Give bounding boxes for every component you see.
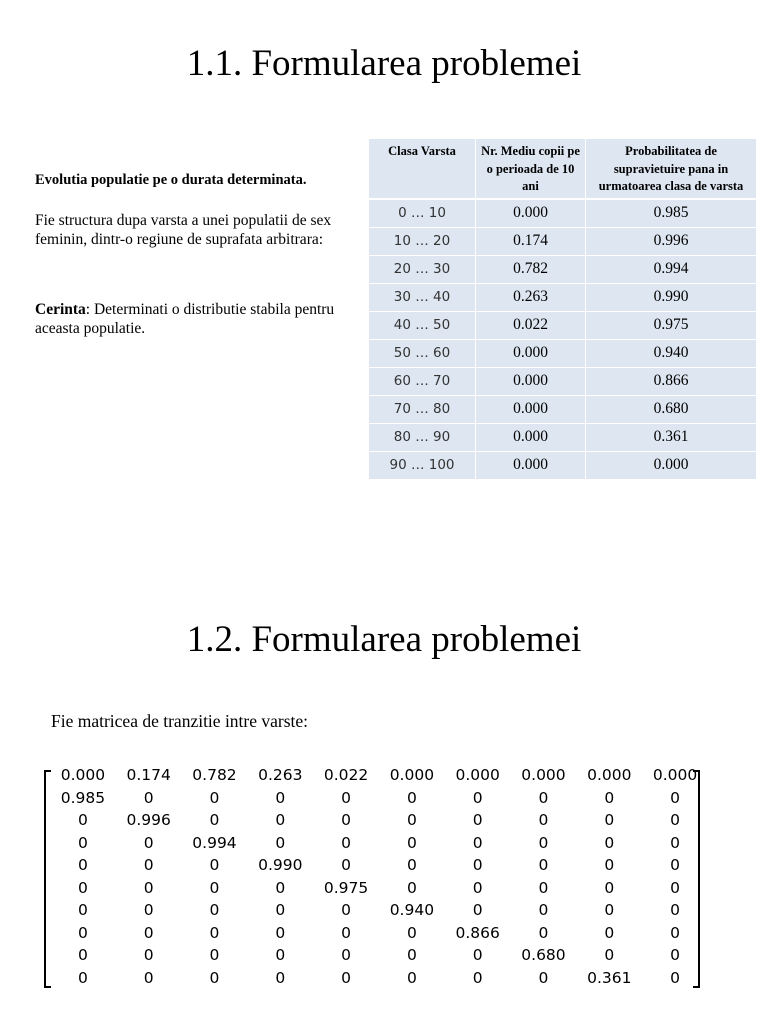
matrix-cell: 0.361 <box>587 968 632 987</box>
matrix-cell: 0 <box>604 946 615 964</box>
table-row <box>369 395 756 423</box>
matrix-cell: 0 <box>472 946 483 964</box>
matrix-cell: 0 <box>406 878 417 897</box>
matrix-cell: 0 <box>341 923 352 942</box>
matrix-cell: 0.000 <box>455 766 500 784</box>
matrix-cell: 0 <box>143 923 154 942</box>
matrix-cell: 0 <box>472 901 483 919</box>
matrix-cell: 0 <box>209 811 220 829</box>
matrix-cell: 0.940 <box>389 901 435 919</box>
matrix-cell: 0 <box>604 811 615 829</box>
survival-probability-cell: 0.000 <box>653 456 689 473</box>
section-1-title: 1.1. Formularea problemei <box>186 43 582 84</box>
matrix-cell: 0 <box>670 856 680 874</box>
matrix-cell: 0 <box>604 856 615 874</box>
matrix-cell: 0.680 <box>521 946 566 964</box>
survival-probability-cell: 0.994 <box>586 255 757 283</box>
matrix-cell: 0 <box>538 833 549 852</box>
matrix-cell: 0 <box>670 946 680 964</box>
age-class-cell: 50 … 60 <box>369 339 476 367</box>
matrix-cell: 0 <box>472 788 483 807</box>
matrix-cell: 0 <box>77 946 88 964</box>
matrix-cell: 0.174 <box>126 766 171 784</box>
matrix-cell: 0 <box>143 901 154 919</box>
matrix-cell: 0 <box>209 968 220 987</box>
matrix-cell: 0 <box>604 878 615 897</box>
table-body <box>369 199 756 479</box>
matrix-cell: 0 <box>406 788 417 807</box>
survival-probability-cell: 0.990 <box>586 283 757 311</box>
matrix-cell: 0.263 <box>258 766 303 784</box>
matrix-cell: 0 <box>670 833 680 852</box>
survival-probability-cell: 0.996 <box>586 227 757 255</box>
matrix-cell: 0.996 <box>126 811 171 829</box>
table-row <box>369 255 756 283</box>
matrix-cell: 0 <box>670 968 680 987</box>
age-class-cell: 80 … 90 <box>369 423 476 451</box>
table-row <box>369 283 756 311</box>
requirement-label: Cerinta <box>35 301 86 318</box>
matrix-cell: 0 <box>77 968 88 987</box>
age-class-cell: 90 … 100 <box>369 451 476 479</box>
age-class-cell: 70 … 80 <box>369 395 476 423</box>
matrix-label: Fie matricea de tranzitie intre varste: <box>51 711 309 731</box>
table-row <box>369 199 756 228</box>
avg-children-cell: 0.022 <box>476 311 586 339</box>
matrix-cell: 0 <box>341 946 352 964</box>
matrix-cell: 0 <box>406 856 417 874</box>
matrix-cell: 0 <box>77 901 88 919</box>
age-class-cell: 20 … 30 <box>369 255 476 283</box>
matrix-cell: 0 <box>341 901 352 919</box>
matrix-cell: 0 <box>143 856 154 874</box>
matrix-cell: 0.866 <box>455 923 500 942</box>
matrix-cell: 0 <box>604 788 615 807</box>
matrix-cell: 0 <box>275 901 286 919</box>
matrix-cell: 0 <box>670 878 680 897</box>
matrix-cell: 0.985 <box>60 788 106 807</box>
matrix-cell: 0 <box>143 968 154 987</box>
avg-children-cell: 0.174 <box>476 227 586 255</box>
matrix-cell: 0 <box>143 833 154 852</box>
matrix-cell: 0 <box>670 923 680 942</box>
matrix-cell: 0 <box>341 856 352 874</box>
matrix-cell: 0 <box>77 856 88 874</box>
avg-children-cell: 0.782 <box>476 255 586 283</box>
matrix-cell: 0 <box>472 856 483 874</box>
matrix-cell: 0 <box>538 923 549 942</box>
header-age-class: Clasa Varsta <box>369 139 476 199</box>
header-survival-probability: Probabilitatea de supravietuire pana in urmatoarea clasa de varsta <box>586 139 757 199</box>
matrix-cell: 0 <box>275 946 286 964</box>
matrix-cell: 0 <box>538 856 549 874</box>
matrix-cell: 0 <box>538 968 549 987</box>
matrix-cell: 0 <box>604 833 615 852</box>
matrix-cell: 0 <box>472 968 483 987</box>
matrix-cell: 0 <box>275 968 286 987</box>
matrix-cell: 0 <box>143 946 154 964</box>
avg-children-cell: 0.000 <box>476 367 586 395</box>
matrix-cell: 0.000 <box>60 766 106 784</box>
matrix-cell: 0 <box>77 811 88 829</box>
matrix-cell: 0.022 <box>323 766 369 784</box>
matrix-cell: 0 <box>77 923 88 942</box>
matrix-cell: 0 <box>341 788 352 807</box>
avg-children-cell: 0.263 <box>476 283 586 311</box>
matrix-cell: 0 <box>670 788 680 807</box>
table-header-row <box>369 139 756 199</box>
age-class-cell: 30 … 40 <box>369 283 476 311</box>
requirement-paragraph <box>35 300 355 338</box>
avg-children-cell: 0.000 <box>476 199 586 228</box>
matrix-cell: 0.000 <box>587 766 632 784</box>
age-class-cell: 10 … 20 <box>369 227 476 255</box>
matrix-cell: 0 <box>209 946 220 964</box>
matrix-cell: 0 <box>341 968 352 987</box>
intro-paragraph: Fie structura dupa varsta a unei populatii de sex feminin, dintr-o regiune de suprafata arbitrara: <box>35 212 332 248</box>
survival-probability-cell: 0.940 <box>586 339 757 367</box>
matrix-cell: 0 <box>209 923 220 942</box>
matrix-cell: 0 <box>670 811 680 829</box>
matrix-cell: 0.994 <box>192 833 237 852</box>
matrix-cell: 0 <box>604 901 615 919</box>
matrix-cell: 0 <box>209 856 220 874</box>
table-row <box>369 311 756 339</box>
survival-probability-cell: 0.361 <box>586 423 757 451</box>
matrix-cell: 0 <box>670 901 680 919</box>
matrix-cell: 0 <box>472 878 483 897</box>
matrix-cell: 0.975 <box>323 878 369 897</box>
matrix-cell: 0 <box>341 833 352 852</box>
table-row <box>369 367 756 395</box>
survival-probability-cell: 0.985 <box>586 199 757 228</box>
matrix-cell: 0 <box>406 923 417 942</box>
matrix-cell: 0.782 <box>192 766 237 784</box>
matrix-cell: 0 <box>143 788 154 807</box>
table-row <box>369 227 756 255</box>
matrix-cell: 0 <box>341 811 352 829</box>
age-class-table <box>369 139 756 479</box>
matrix-cell: 0 <box>209 878 220 897</box>
matrix-cell: 0 <box>538 901 549 919</box>
matrix-cell: 0 <box>472 811 483 829</box>
avg-children-cell: 0.000 <box>476 339 586 367</box>
matrix-cell: 0 <box>77 833 88 852</box>
matrix-cell: 0 <box>209 788 220 807</box>
matrix-cell: 0 <box>472 833 483 852</box>
matrix-cell: 0.000 <box>521 766 566 784</box>
section-2-title: 1.2. Formularea problemei <box>186 619 582 660</box>
transition-matrix <box>44 764 700 990</box>
age-class-cell: 60 … 70 <box>369 367 476 395</box>
matrix-cell: 0 <box>538 811 549 829</box>
survival-probability-cell: 0.975 <box>586 311 757 339</box>
matrix-cell: 0 <box>406 833 417 852</box>
table-row <box>369 339 756 367</box>
avg-children-cell: 0.000 <box>476 395 586 423</box>
table-row <box>369 423 756 451</box>
age-class-cell: 40 … 50 <box>369 311 476 339</box>
matrix-cell: 0 <box>406 968 417 987</box>
matrix-cell: 0 <box>275 923 286 942</box>
matrix-cell: 0.000 <box>389 766 435 784</box>
matrix-cell: 0.000 <box>652 766 698 784</box>
survival-probability-cell: 0.866 <box>586 367 757 395</box>
matrix-cell: 0 <box>604 923 615 942</box>
matrix-cell: 0 <box>275 833 286 852</box>
matrix-cell: 0 <box>275 811 286 829</box>
matrix-cell: 0.990 <box>258 856 303 874</box>
matrix-grid <box>50 764 708 989</box>
header-avg-children: Nr. Mediu copii pe o perioada de 10 ani <box>476 139 586 199</box>
matrix-cell: 0 <box>538 878 549 897</box>
table-row <box>369 451 756 479</box>
matrix-cell: 0 <box>538 788 549 807</box>
matrix-cell: 0 <box>77 878 88 897</box>
matrix-cell: 0 <box>209 901 220 919</box>
matrix-cell: 0 <box>406 946 417 964</box>
survival-probability-cell: 0.680 <box>586 395 757 423</box>
avg-children-cell: 0.000 <box>476 423 586 451</box>
age-class-cell: 0 … 10 <box>369 199 476 228</box>
matrix-right-bracket <box>693 770 700 988</box>
section-1-subtitle: Evolutia populatie pe o durata determinata. <box>35 172 307 188</box>
matrix-cell: 0 <box>143 878 154 897</box>
matrix-cell: 0 <box>275 788 286 807</box>
avg-children-cell: 0.000 <box>476 451 586 479</box>
matrix-cell: 0 <box>275 878 286 897</box>
requirement-text: : Determinati o distributie stabila pentru aceasta populatie. <box>35 301 335 337</box>
matrix-cell: 0 <box>406 811 417 829</box>
